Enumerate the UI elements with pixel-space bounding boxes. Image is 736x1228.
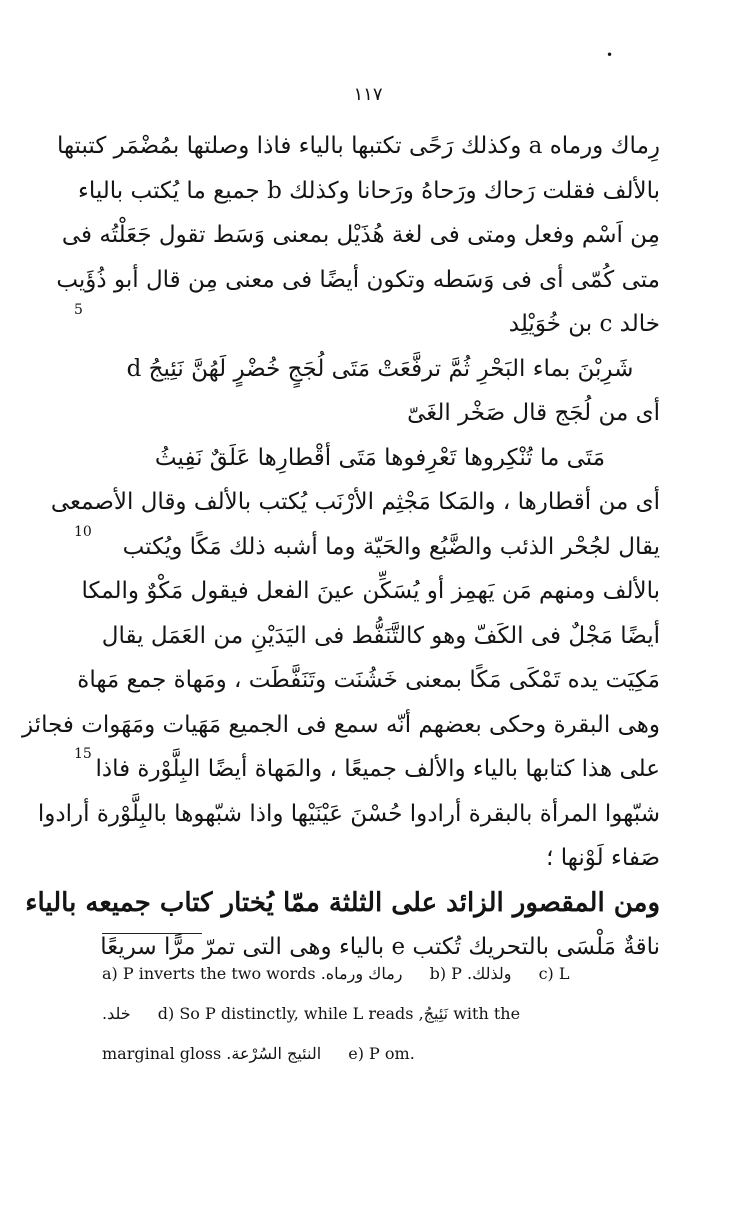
footnote-c: c) L (538, 964, 570, 983)
text-line: بالألف ومنهم مَن يَهمِز أو يُسَكِّن عينَ الفعل فيقول مَكْوٌ والمكا (81, 578, 660, 604)
footnote-rule (102, 933, 202, 934)
text-line: رِماك ورماه a وكذلك رَحًى تكتبها بالياء فاذا وصلتها بمُضْمَر كتبتها (56, 133, 660, 159)
text-line: على هذا كتابها بالياء والألف جميعًا ، والمَهاة أيضًا البِلَّوْرة فاذا (95, 756, 660, 782)
footnote-d-end: with the (453, 1004, 521, 1023)
footnote-d: d) So P distinctly, while L reads (157, 1004, 414, 1023)
stray-dot: • (606, 48, 614, 62)
line-number-15: 15 (74, 746, 92, 762)
text-line: وهى البقرة وحكى بعضهم أنّه سمع فى الجميع مَهَيات ومَهَوات فجائز (21, 711, 660, 738)
text-line: شبّهوا المرأة بالبقرة أرادوا حُسْنَ عَيْنَيْها واذا شبّهوها بالبِلَّوْرة أرادوا (37, 800, 660, 827)
text-line: أيضًا مَجْلٌ فى الكَفّ وهو كالتَّنَفُّط فى اليَدَيْنِ من العَمَل يقال (101, 622, 660, 649)
text-line: خالد c بن خُوَيْلِد (508, 311, 660, 337)
text-line: أى من لُجَج قال صَخْر الغَىّ (407, 400, 660, 426)
footnote-b: b) P (429, 964, 462, 983)
footnote-line (102, 1034, 660, 1074)
footnote-line (102, 994, 660, 1034)
line-number-5: 5 (74, 302, 83, 318)
section-heading: ومن المقصور الزائد على الثلثة ممّا يُختار كتاب جميعه بالياء (25, 887, 660, 918)
footnote-d-arabic: نَئِيجُ, (418, 1004, 449, 1023)
verse-line: شَرِبْنَ بماء البَحْرِ ثُمَّ ترفَّعَتْ مَتَى لُجَجٍ خُضْرٍ لَهُنَّ نَئِيجُ d (126, 355, 634, 382)
footnote-b-arabic: ولذلك. (467, 964, 512, 983)
text-line: مَكِيَت يده تَمْكَى مَكًا بمعنى خَشُنَت وتَنَفَّطَت ، ومَهاة جمع مَهاة (77, 667, 660, 693)
text-line: مِن اَسْم وفعل ومتى فى لغة هُذَيْل بمعنى وَسَط تقول جَعَلْتُه فى (61, 222, 660, 248)
footnote-gloss: marginal gloss (102, 1044, 222, 1063)
text-line: صَفاء لَوْنها ؛ (546, 845, 660, 871)
footnote-a-arabic: رماك ورماه. (320, 964, 403, 983)
text-line: بالألف فقلت رَحاك ورَحاهُ ورَحانا وكذلك b جميع ما يُكتب بالياء (78, 177, 660, 204)
footnotes (102, 954, 660, 1074)
footnote-a: a) P inverts the two words (102, 964, 316, 983)
line-number-10: 10 (74, 524, 92, 540)
footnote-c-arabic: خلد. (102, 1004, 131, 1023)
footnote-gloss-arabic: النئيج السُرْعة. (226, 1044, 322, 1063)
text-line: ناقةٌ مَلْسَى بالتحريك تُكتب e بالياء وهى التى تمرّ مرًّا سريعًا (100, 934, 660, 960)
verse-line: مَتَى ما تُنْكِروها تَعْرِفوها مَتَى أقْطارِها عَلَقٌ نَفِيثُ (154, 444, 606, 471)
footnote-line (102, 954, 660, 994)
page-number: ١١٧ (353, 84, 383, 105)
text-line: يقال لجُحْر الذئب والضَّبُع والحَيّة وما أشبه ذلك مَكًا ويُكتب (122, 533, 660, 560)
footnote-e: e) P om. (348, 1044, 415, 1063)
text-line: أى من أقطارها ، والمَكا مَجْثِم الأرْنَب يُكتب بالألف وقال الأصمعى (50, 489, 660, 515)
text-line: متى كُمّى أى فى وَسَطه وتكون أيضًا فى معنى مِن قال أبو ذُؤَيب (56, 266, 660, 293)
